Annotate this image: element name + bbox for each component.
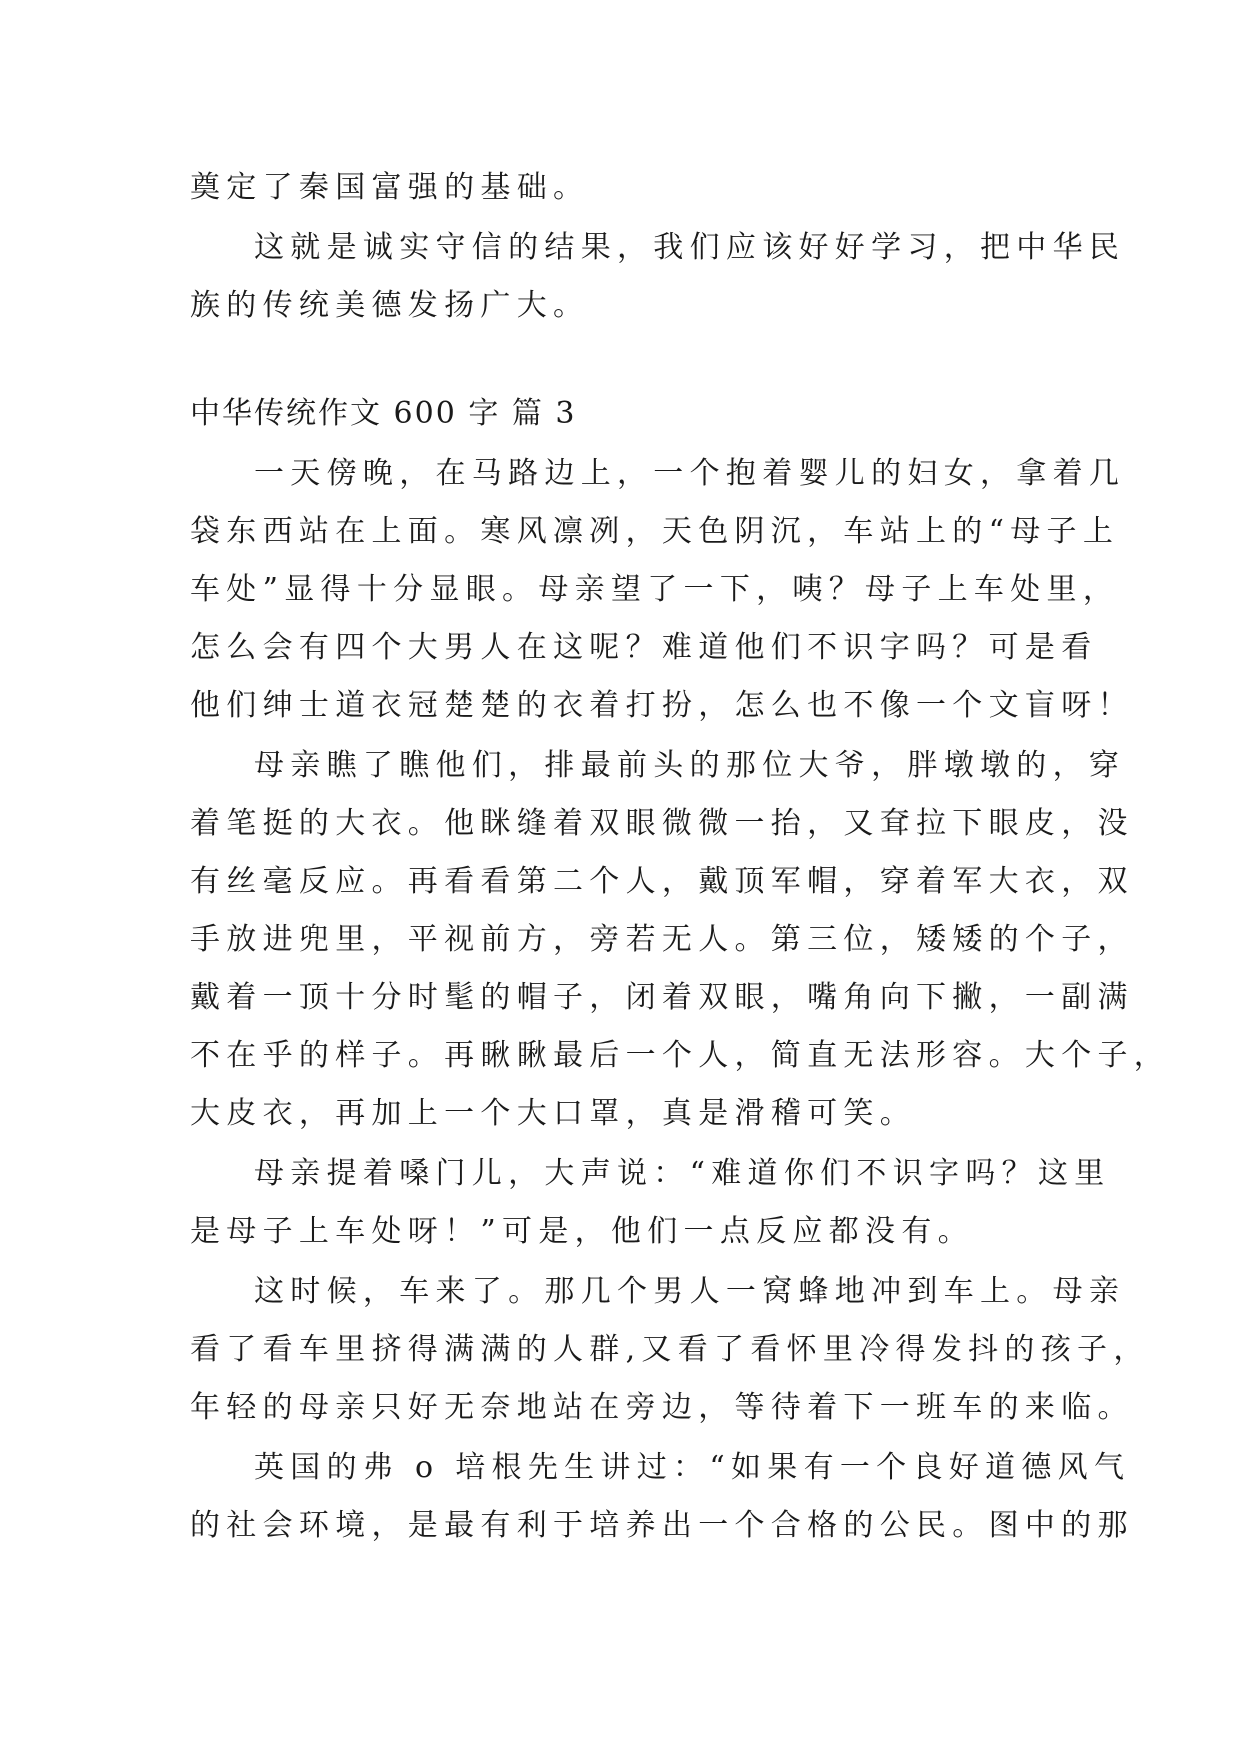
section-heading: 中华传统作文 600 字 篇 3 [190,396,577,431]
text-line: 母亲瞧了瞧他们，排最前头的那位大爷，胖墩墩的，穿 [254,748,1126,783]
text-line: 他们绅士道衣冠楚楚的衣着打扮，怎么也不像一个文盲呀！ [190,688,1134,723]
text-line: 母亲提着嗓门儿，大声说：“难道你们不识字吗？这里 [254,1156,1111,1191]
text-line: 怎么会有四个大男人在这呢？难道他们不识字吗？可是看 [190,630,1098,665]
text-line: 戴着一顶十分时髦的帽子，闭着双眼，嘴角向下撇，一副满 [190,980,1134,1015]
text-line: 族的传统美德发扬广大。 [190,288,590,323]
text-line: 着笔挺的大衣。他眯缝着双眼微微一抬，又耷拉下眼皮，没 [190,806,1134,841]
text-line: 大皮衣，再加上一个大口罩，真是滑稽可笑。 [190,1096,916,1131]
text-line: 看了看车里挤得满满的人群,又看了看怀里冷得发抖的孩子， [190,1332,1150,1367]
text-line: 是母子上车处呀！”可是，他们一点反应都没有。 [190,1214,974,1249]
text-line: 英国的弗 o 培根先生讲过：“如果有一个良好道德风气 [254,1450,1131,1485]
text-line: 手放进兜里，平视前方，旁若无人。第三位，矮矮的个子， [190,922,1134,957]
text-line: 袋东西站在上面。寒风凛冽，天色阴沉，车站上的“母子上 [190,514,1120,549]
text-line: 有丝毫反应。再看看第二个人，戴顶军帽，穿着军大衣，双 [190,864,1134,899]
text-line: 奠定了秦国富强的基础。 [190,170,590,205]
text-line: 的社会环境，是最有利于培养出一个合格的公民。图中的那 [190,1508,1134,1543]
text-line: 年轻的母亲只好无奈地站在旁边，等待着下一班车的来临。 [190,1390,1134,1425]
text-line: 这时候，车来了。那几个男人一窝蜂地冲到车上。母亲 [254,1274,1126,1309]
text-line: 这就是诚实守信的结果，我们应该好好学习，把中华民 [254,230,1126,265]
text-line: 不在乎的样子。再瞅瞅最后一个人，简直无法形容。大个子， [190,1038,1171,1073]
text-line: 一天傍晚，在马路边上，一个抱着婴儿的妇女，拿着几 [254,456,1126,491]
text-line: 车处”显得十分显眼。母亲望了一下，咦？母子上车处里， [190,572,1120,607]
